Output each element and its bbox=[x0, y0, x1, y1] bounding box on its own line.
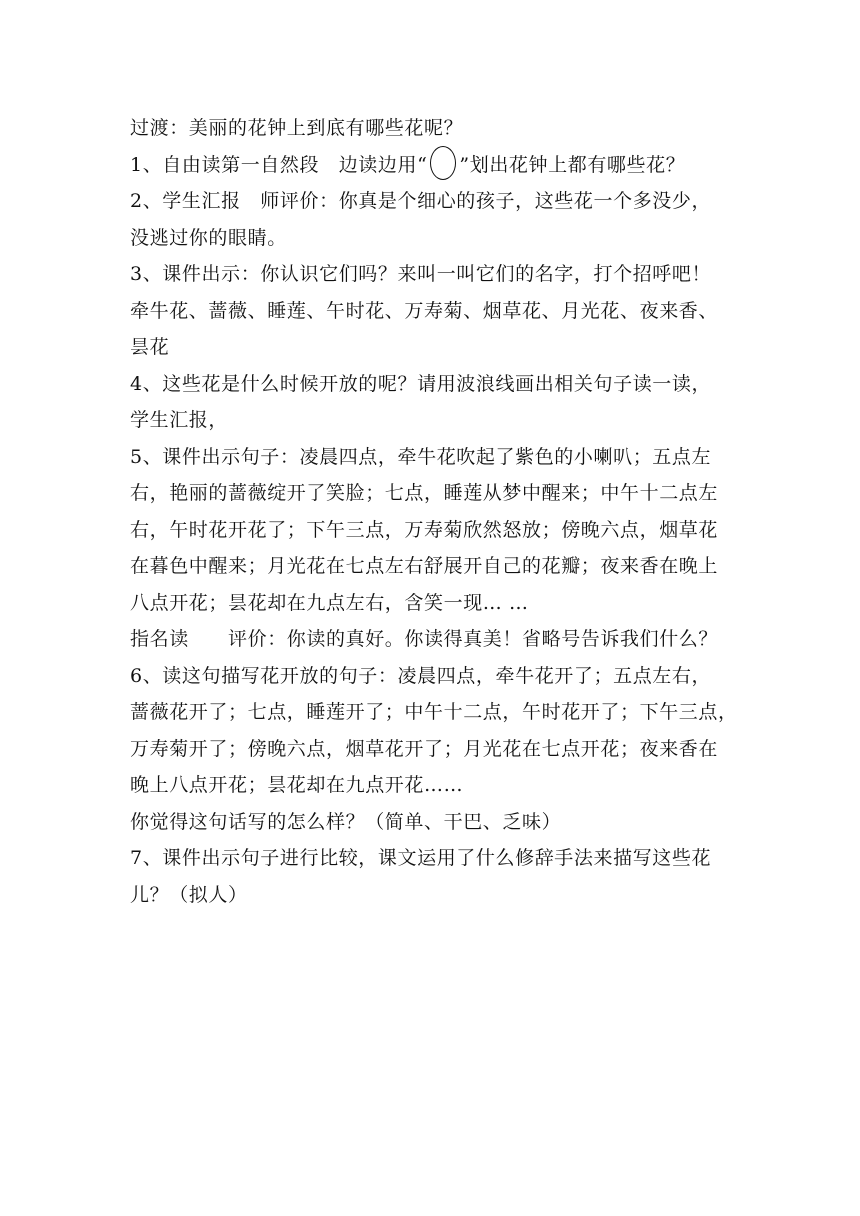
item-5-line-2: 右，艳丽的蔷薇绽开了笑脸；七点，睡莲从梦中醒来；中午十二点左 bbox=[130, 482, 719, 504]
reading-evaluation-line: 指名读 评价：你读的真好。你读得真美！省略号告诉我们什么？ bbox=[130, 628, 719, 650]
item-5-line-3: 右，午时花开花了；下午三点，万寿菊欣然怒放；傍晚六点，烟草花 bbox=[130, 518, 719, 541]
transition-line: 过渡：美丽的花钟上到底有哪些花呢？ bbox=[130, 117, 464, 139]
item-1 bbox=[130, 147, 735, 184]
item-7-line-1: 7、课件出示句子进行比较，课文运用了什么修辞手法来描写这些花 bbox=[130, 847, 712, 869]
item-4-line-1: 4、这些花是什么时候开放的呢？请用波浪线画出相关句子读一读， bbox=[130, 372, 712, 395]
item-3-line-3: 昙花 bbox=[130, 336, 170, 358]
item-6-line-3: 万寿菊开了；傍晚六点，烟草花开了；月光花在七点开花；夜来香在 bbox=[130, 737, 719, 760]
item-7-line-2: 儿？（拟人） bbox=[130, 883, 248, 906]
question-line: 你觉得这句话写的怎么样？（简单、干巴、乏味） bbox=[130, 810, 562, 833]
document-page bbox=[130, 110, 738, 913]
item-6-line-4: 晚上八点开花；昙花却在九点开花…… bbox=[130, 774, 464, 796]
item-3-line-2: 牵牛花、蔷薇、睡莲、午时花、万寿菊、烟草花、月光花、夜来香、 bbox=[130, 299, 719, 322]
item-6-line-1: 6、读这句描写花开放的句子：凌晨四点，牵牛花开了；五点左右， bbox=[130, 664, 712, 687]
item-5-line-1: 5、课件出示句子：凌晨四点，牵牛花吹起了紫色的小喇叭；五点左 bbox=[130, 445, 712, 468]
item-2-line-1: 2、学生汇报 师评价：你真是个细心的孩子，这些花一个多没少， bbox=[130, 190, 712, 212]
circle-mark-icon bbox=[430, 146, 456, 180]
item-4-line-2: 学生汇报， bbox=[130, 409, 229, 431]
item-5-line-5: 八点开花；昙花却在九点左右，含笑一现… … bbox=[130, 591, 529, 614]
item-6-line-2: 蔷薇花开了；七点，睡莲开了；中午十二点，午时花开了；下午三点， bbox=[130, 701, 738, 723]
item-2-line-2: 没逃过你的眼睛。 bbox=[130, 226, 287, 249]
item-1-text-after: ”划出花钟上都有哪些花？ bbox=[459, 153, 686, 176]
item-3-line-1: 3、课件出示：你认识它们吗？来叫一叫它们的名字，打个招呼吧！ bbox=[130, 263, 712, 285]
item-5-line-4: 在暮色中醒来；月光花在七点左右舒展开自己的花瓣；夜来香在晚上 bbox=[130, 555, 719, 577]
item-1-text-before: 1、自由读第一自然段 边读边用“ bbox=[130, 153, 428, 176]
